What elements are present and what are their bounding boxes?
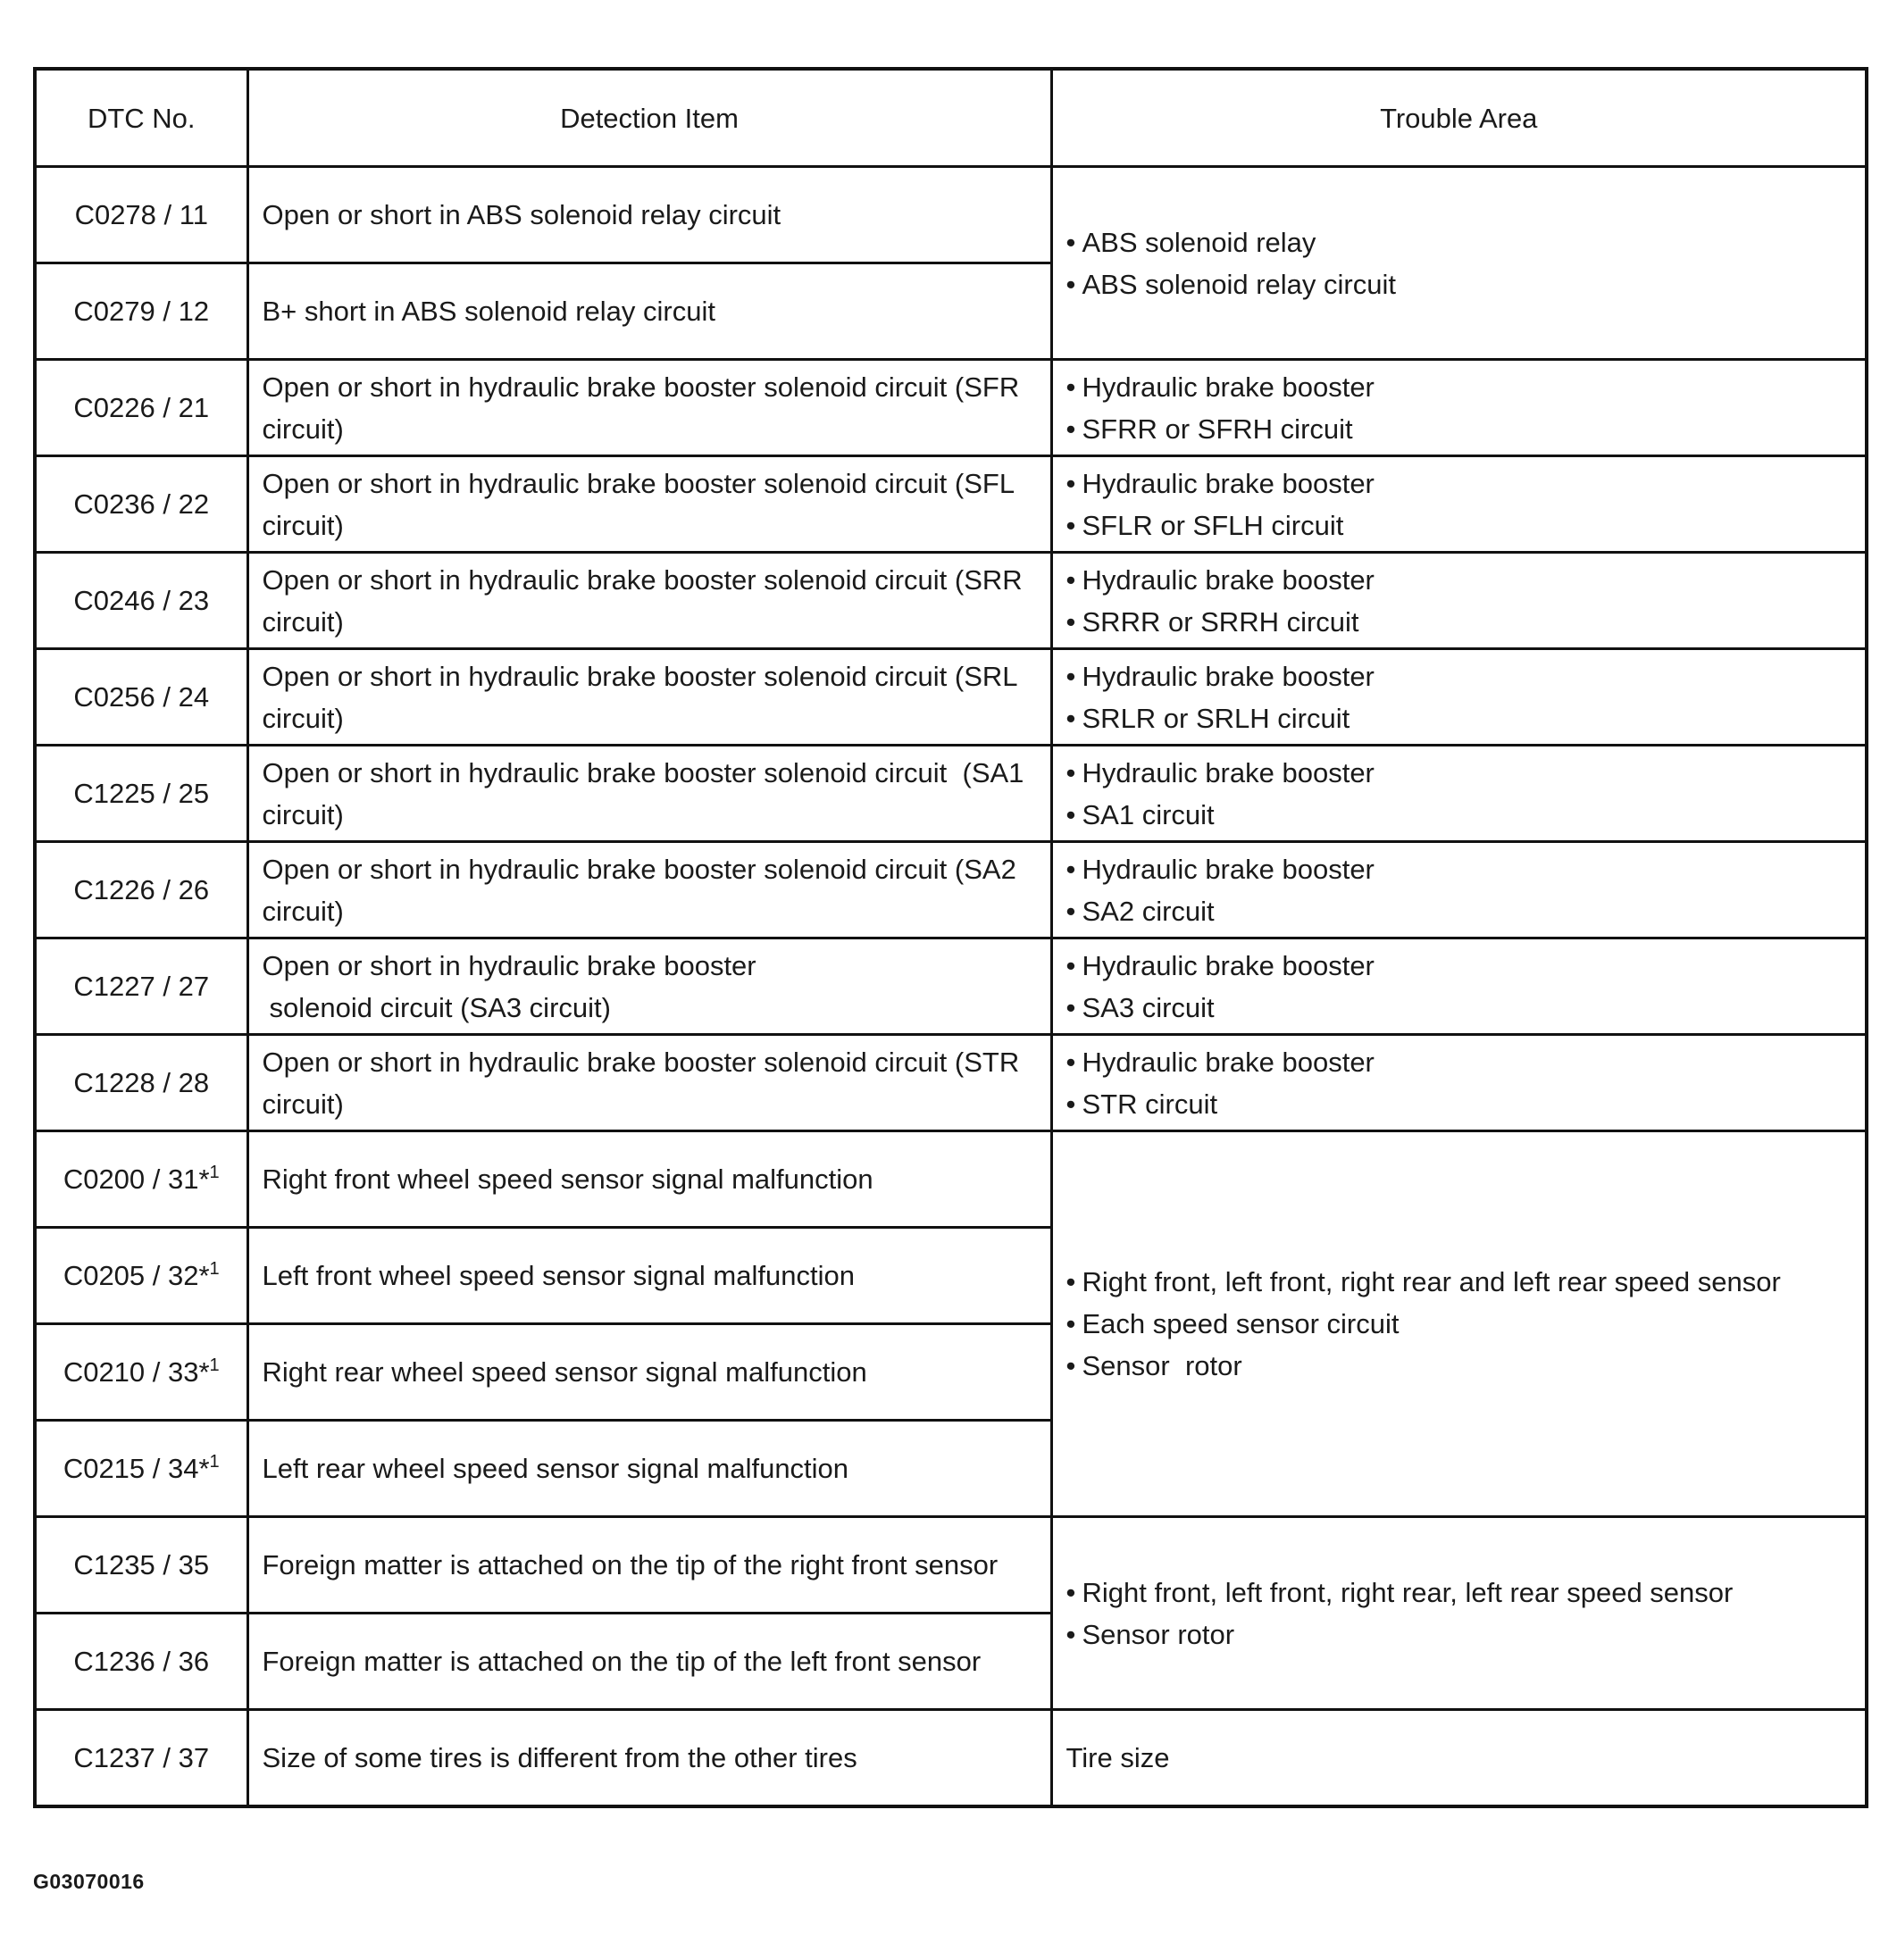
dtc-code: C0226 / 21: [35, 360, 247, 456]
trouble-area-line: • Each speed sensor circuit: [1066, 1303, 1866, 1345]
detection-item: Size of some tires is different from the other tires: [247, 1710, 1051, 1807]
table-row: [35, 1517, 1867, 1614]
dtc-code: C1237 / 37: [35, 1710, 247, 1807]
trouble-area: [1051, 553, 1867, 649]
table-row: [35, 456, 1867, 553]
dtc-code: C0236 / 22: [35, 456, 247, 553]
detection-item: Open or short in hydraulic brake booster solenoid circuit (SRL circuit): [247, 649, 1051, 746]
footnote-mark: 1: [209, 1163, 220, 1182]
table-row: [35, 360, 1867, 456]
dtc-code: C0215 / 34*$^1$: [35, 1421, 247, 1517]
footnote-mark: 1: [209, 1452, 220, 1472]
bullet-icon: •: [1065, 268, 1076, 300]
figure-id: G03070016: [33, 1870, 145, 1893]
dtc-code: C1225 / 25: [35, 746, 247, 842]
trouble-area-line: • SA1 circuit: [1066, 794, 1866, 836]
detection-item: Open or short in hydraulic brake booster solenoid circuit (SA1 circuit): [247, 746, 1051, 842]
detection-item: Open or short in hydraulic brake booster solenoid circuit (STR circuit): [247, 1035, 1051, 1131]
dtc-code: C1227 / 27: [35, 938, 247, 1035]
bullet-icon: •: [1065, 226, 1076, 258]
bullet-icon: •: [1065, 1266, 1076, 1297]
trouble-area-line: • Hydraulic brake booster: [1066, 559, 1866, 601]
bullet-icon: •: [1065, 605, 1076, 638]
bullet-icon: •: [1065, 1046, 1076, 1078]
trouble-area: [1051, 1035, 1867, 1131]
bullet-icon: •: [1065, 702, 1076, 734]
dtc-code: C0256 / 24: [35, 649, 247, 746]
detection-item: Left rear wheel speed sensor signal malfunction: [247, 1421, 1051, 1517]
bullet-icon: •: [1065, 853, 1076, 885]
bullet-icon: •: [1065, 563, 1076, 596]
bullet-icon: •: [1065, 1350, 1076, 1381]
table-row: [35, 746, 1867, 842]
trouble-area-line: • Hydraulic brake booster: [1066, 945, 1866, 987]
trouble-area: [1051, 1517, 1867, 1710]
bullet-icon: •: [1065, 895, 1076, 927]
table-row: [35, 842, 1867, 938]
detection-item-line: Open or short in hydraulic brake booster: [262, 949, 756, 981]
trouble-area-line: • STR circuit: [1066, 1083, 1866, 1125]
detection-item: Open or short in hydraulic brake booster solenoid circuit (SFL circuit): [247, 456, 1051, 553]
trouble-area: [1051, 1131, 1867, 1517]
table-row: [35, 1035, 1867, 1131]
trouble-area: [1051, 360, 1867, 456]
bullet-icon: •: [1065, 798, 1076, 830]
bullet-icon: •: [1065, 1088, 1076, 1120]
bullet-icon: •: [1065, 413, 1076, 445]
dtc-code: C0200 / 31*$^1$: [35, 1131, 247, 1228]
dtc-code: C1228 / 28: [35, 1035, 247, 1131]
trouble-area-line: • SRLR or SRLH circuit: [1066, 697, 1866, 739]
trouble-area-line: • Sensor rotor: [1066, 1614, 1866, 1656]
trouble-area-line: • SFLR or SFLH circuit: [1066, 505, 1866, 546]
header-row: [35, 69, 1867, 167]
trouble-area-line: • Hydraulic brake booster: [1066, 463, 1866, 505]
detection-item: Open or short in ABS solenoid relay circuit: [247, 167, 1051, 263]
trouble-area-line: • Hydraulic brake booster: [1066, 655, 1866, 697]
bullet-icon: •: [1065, 1618, 1076, 1650]
dtc-code: C1235 / 35: [35, 1517, 247, 1614]
dtc-code: C1226 / 26: [35, 842, 247, 938]
detection-item: Foreign matter is attached on the tip of the left front sensor: [247, 1614, 1051, 1710]
trouble-area: [1051, 649, 1867, 746]
detection-item: Foreign matter is attached on the tip of the right front sensor: [247, 1517, 1051, 1614]
trouble-area: [1051, 938, 1867, 1035]
detection-item: Open or short in hydraulic brake booster solenoid circuit (SRR circuit): [247, 553, 1051, 649]
detection-item: Open or short in hydraulic brake booster solenoid circuit (SA2 circuit): [247, 842, 1051, 938]
footnote-mark: 1: [209, 1259, 220, 1279]
trouble-area: [1051, 842, 1867, 938]
table-row: [35, 167, 1867, 263]
detection-item: Right front wheel speed sensor signal malfunction: [247, 1131, 1051, 1228]
trouble-area-line: • SRRR or SRRH circuit: [1066, 601, 1866, 643]
trouble-area-line: • Hydraulic brake booster: [1066, 752, 1866, 794]
bullet-icon: •: [1065, 991, 1076, 1023]
detection-item-line: solenoid circuit (SA3 circuit): [269, 991, 611, 1023]
dtc-code: C0246 / 23: [35, 553, 247, 649]
dtc-code: C0279 / 12: [35, 263, 247, 360]
bullet-icon: •: [1065, 756, 1076, 788]
trouble-area-line: • SFRR or SFRH circuit: [1066, 408, 1866, 450]
bullet-icon: •: [1065, 660, 1076, 692]
trouble-area-line: • ABS solenoid relay circuit: [1066, 263, 1866, 305]
bullet-icon: •: [1065, 509, 1076, 541]
table-row: [35, 1131, 1867, 1228]
dtc-code: C1236 / 36: [35, 1614, 247, 1710]
detection-item: B+ short in ABS solenoid relay circuit: [247, 263, 1051, 360]
footnote-mark: 1: [209, 1355, 220, 1375]
trouble-area-line: • Sensor rotor: [1066, 1345, 1866, 1387]
trouble-area-line: • Hydraulic brake booster: [1066, 1041, 1866, 1083]
table-row: [35, 649, 1867, 746]
bullet-icon: •: [1065, 467, 1076, 499]
trouble-area-line: • Hydraulic brake booster: [1066, 848, 1866, 890]
dtc-code: C0278 / 11: [35, 167, 247, 263]
trouble-area-line: • Hydraulic brake booster: [1066, 366, 1866, 408]
detection-item: Open or short in hydraulic brake booster solenoid circuit (SFR circuit): [247, 360, 1051, 456]
trouble-area-line: • Right front, left front, right rear, left rear speed sensor: [1066, 1572, 1866, 1614]
bullet-icon: •: [1065, 949, 1076, 981]
trouble-area-line: • SA2 circuit: [1066, 890, 1866, 932]
trouble-area: [1051, 746, 1867, 842]
detection-item: Right rear wheel speed sensor signal malfunction: [247, 1324, 1051, 1421]
trouble-area-line: • Right front, left front, right rear and left rear speed sensor: [1066, 1261, 1866, 1303]
header-trouble-area: Trouble Area: [1051, 69, 1867, 167]
dtc-table: [33, 67, 1868, 1808]
trouble-area: Tire size: [1051, 1710, 1867, 1807]
table-row: [35, 1710, 1867, 1807]
bullet-icon: •: [1065, 371, 1076, 403]
trouble-area-line: • SA3 circuit: [1066, 987, 1866, 1029]
bullet-icon: •: [1065, 1576, 1076, 1608]
detection-item: Left front wheel speed sensor signal malfunction: [247, 1228, 1051, 1324]
trouble-area-line: • ABS solenoid relay: [1066, 221, 1866, 263]
table-row: [35, 553, 1867, 649]
dtc-code: C0210 / 33*$^1$: [35, 1324, 247, 1421]
bullet-icon: •: [1065, 1308, 1076, 1339]
dtc-code: C0205 / 32*$^1$: [35, 1228, 247, 1324]
detection-item: [247, 938, 1051, 1035]
trouble-area: [1051, 167, 1867, 360]
trouble-area: [1051, 456, 1867, 553]
header-detection-item: Detection Item: [247, 69, 1051, 167]
header-dtc-no: DTC No.: [35, 69, 247, 167]
table-row: [35, 938, 1867, 1035]
